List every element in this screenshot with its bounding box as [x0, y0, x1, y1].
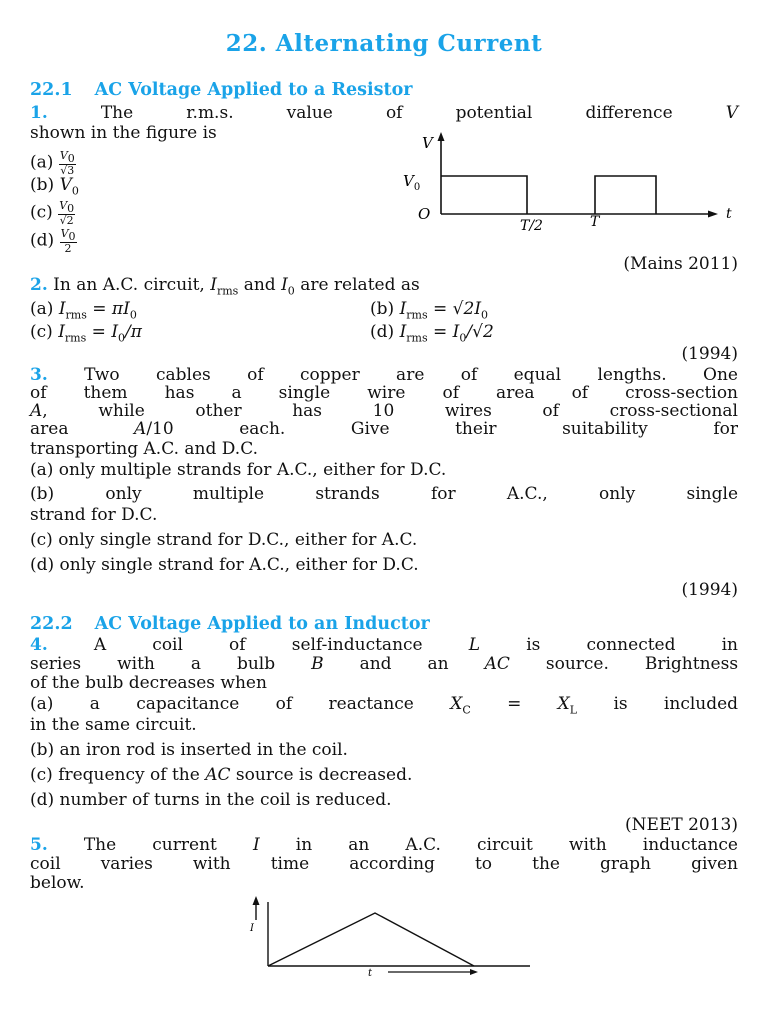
question-2-line-1: 2. In an A.C. circuit, $I_{rms}$ and $I_0$ are related as	[30, 275, 420, 298]
current-waveform	[268, 913, 474, 966]
question-number: 1.	[30, 103, 48, 123]
q3-option-b-line-2: strand for D.C.	[30, 505, 158, 525]
q3-option-c: (c) only single strand for D.C., either for A.C.	[30, 530, 418, 550]
question-number: 2.	[30, 275, 48, 295]
q3-option-a: (a) only multiple strands for A.C., either for D.C.	[30, 460, 447, 480]
q3-option-d: (d) only single strand for A.C., either for D.C.	[30, 555, 419, 575]
question-3-line-4: area A/10 each. Give their suitability for	[30, 419, 738, 439]
q2-option-b: (b) $I_{rms} = √2I_0$	[370, 299, 489, 322]
q1-option-a: (a) $\frac{V_0}{√3}$	[30, 149, 75, 178]
q3-option-b-line-1: (b) only multiple strands for A.C., only single	[30, 484, 738, 504]
question-4-line-2: series with a bulb B and an AC source. Brightness	[30, 654, 739, 674]
time-axis-arrow	[708, 211, 718, 218]
question-5-line-3: below.	[30, 873, 85, 893]
chapter-title: 22. Alternating Current	[225, 30, 543, 57]
fraction: $\frac{V_0}{√3}$	[59, 149, 75, 178]
question-3-line-3: A, while other has 10 wires of cross-sectional	[30, 401, 738, 421]
section-number: 22.1	[30, 80, 73, 100]
question-1-line-2: shown in the figure is	[30, 123, 217, 143]
section-heading-22-2	[30, 614, 738, 634]
q1-option-b: (b) $V_0$	[30, 175, 79, 198]
question-number: 3.	[30, 365, 48, 385]
section-number: 22.2	[30, 614, 73, 634]
time-arrow-head	[470, 969, 478, 975]
q1-option-d: (d) $\frac{V_0}{2}$	[30, 227, 76, 256]
t-axis-label: t	[726, 206, 732, 222]
q4-option-d: (d) number of turns in the coil is reduced.	[30, 790, 392, 810]
fraction: $\frac{V_0}{√2}$	[59, 199, 75, 228]
i-axis-label: I	[250, 923, 254, 934]
q1-option-c: (c) $\frac{V_0}{√2}$	[30, 199, 75, 228]
q4-option-a-line-2: in the same circuit.	[30, 715, 197, 735]
q2-option-d: (d) $I_{rms} = I_0/√2$	[370, 322, 494, 345]
q2-option-c: (c) $I_{rms} = I_0/\pi$	[30, 322, 142, 345]
source-citation: (Mains 2011)	[623, 254, 738, 274]
source-citation: (1994)	[681, 580, 738, 600]
pulse-2	[595, 176, 656, 214]
section-title: AC Voltage Applied to an Inductor	[94, 614, 430, 634]
q2-option-a: (a) $I_{rms} = \pi I_0$	[30, 299, 137, 322]
q4-option-c: (c) frequency of the AC source is decreased.	[30, 765, 413, 785]
square-wave-figure	[400, 130, 740, 240]
section-heading-22-1	[30, 80, 738, 100]
question-number: 5.	[30, 835, 48, 855]
question-3-line-5: transporting A.C. and D.C.	[30, 439, 259, 459]
section-title: AC Voltage Applied to a Resistor	[94, 80, 413, 100]
origin-label: O	[418, 205, 431, 223]
triangle-current-figure	[240, 892, 540, 992]
question-number: 4.	[30, 635, 48, 655]
voltage-axis-arrow	[438, 132, 445, 141]
q4-option-b: (b) an iron rod is inserted in the coil.	[30, 740, 348, 760]
pulse-1	[441, 176, 527, 214]
question-3-line-1: 3. Two cables of copper are of equal lengths. One	[30, 365, 738, 385]
v0-label: $V_0$	[403, 172, 421, 193]
t-axis-label: t	[368, 968, 373, 979]
source-citation: (NEET 2013)	[625, 815, 738, 835]
period-label: T	[590, 214, 600, 230]
question-5-line-1: 5. The current I in an A.C. circuit with inductance	[30, 835, 738, 855]
half-period-label: T/2	[520, 218, 543, 234]
current-arrow-head	[253, 896, 260, 905]
question-3-line-2: of them has a single wire of area of cross-section	[30, 383, 738, 403]
v-axis-label: V	[422, 134, 433, 152]
q4-option-a-line-1: (a) a capacitance of reactance $X_C = X_L$ is included	[30, 694, 739, 717]
question-4-line-1: 4. A coil of self-inductance L is connected in	[30, 635, 739, 655]
question-1-line-1: 1. The r.m.s. value of potential difference V	[30, 103, 739, 123]
source-citation: (1994)	[681, 344, 738, 364]
question-5-line-2: coil varies with time according to the graph given	[30, 854, 738, 874]
fraction: $\frac{V_0}{2}$	[60, 227, 76, 256]
question-4-line-3: of the bulb decreases when	[30, 673, 267, 693]
